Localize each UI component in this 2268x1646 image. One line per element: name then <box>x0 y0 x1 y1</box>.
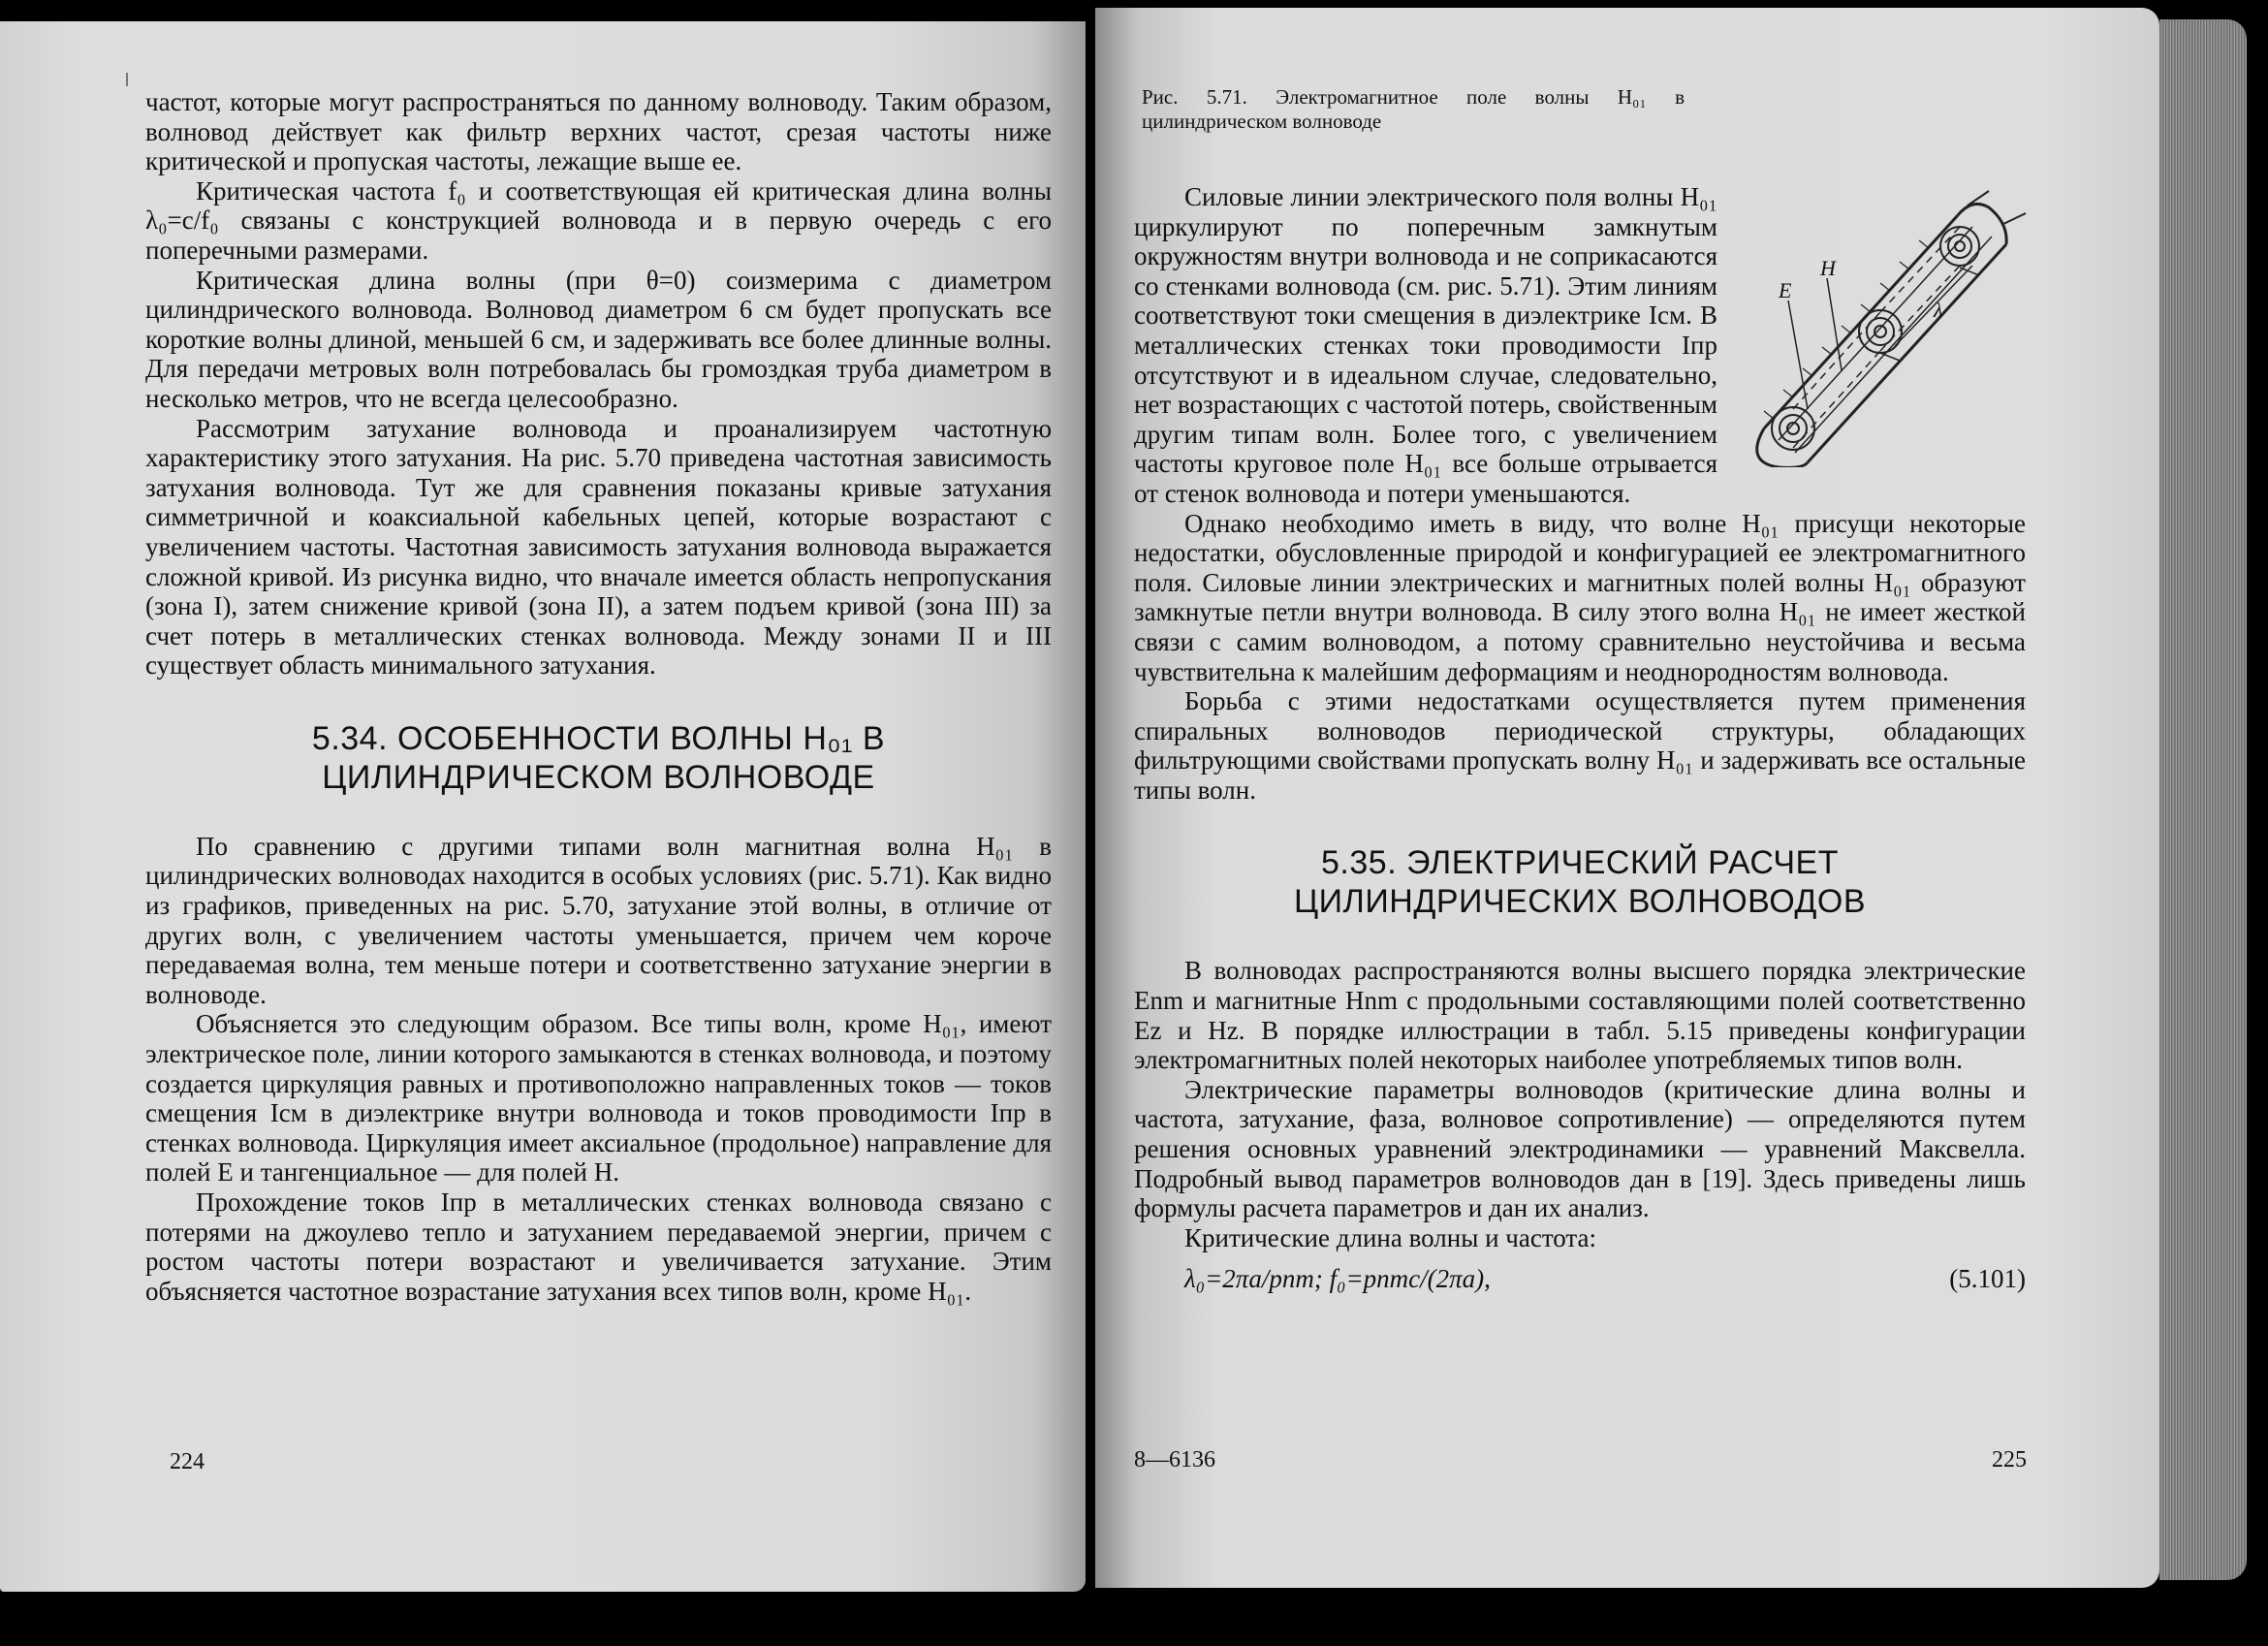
right-page-text <box>1134 182 2026 1294</box>
left-page-text <box>145 87 1052 1306</box>
paragraph: Прохождение токов Iпр в металлических стенках волновода связано с потерями на джоулево тепло и затуханием передаваемой энергии, причем с ростом частоты потери возрастают и увеличивается затухание. Этим объясняется частотное возрастание затухания всех типов волн, кроме H₀₁. <box>145 1187 1052 1306</box>
page-number: 225 <box>1992 1447 2027 1472</box>
figure-caption: Рис. 5.71. Электромагнитное поле волны H₀₁ в цилиндрическом волноводе <box>1142 85 1685 133</box>
paragraph: Борьба с этими недостатками осуществляется путем применения спиральных волноводов периодической структуры, обладающих фильтрующими свойствами пропускать волну H₀₁ и задерживать все остальные типы волн. <box>1134 686 2026 805</box>
heading-line: ЦИЛИНДРИЧЕСКОМ ВОЛНОВОДЕ <box>322 758 875 796</box>
figure-label-h: H <box>1820 256 1836 280</box>
paragraph: Однако необходимо иметь в виду, что волне H₀₁ присущи некоторые недостатки, обусловленные природой и конфигурацией ее электромагнитного поля. Силовые линии электрических и магнитных полей волны H₀₁ образуют замкнутые петли внутри волновода. В силу этого волна H₀₁ не имеет жесткой связи с самим волноводом, а потому сравнительно неустойчива и весьма чувствительна к малейшим деформациям и неоднородностям волновода. <box>1134 508 2026 686</box>
paragraph: Критические длина волны и частота: <box>1184 1222 1597 1252</box>
figure-label-e: E <box>1779 278 1792 302</box>
paragraph: Критическая частота f₀ и соответствующая ей критическая длина волны λ₀=c/f₀ связаны с конструкцией волновода и в первую очередь с его поперечными размерами. <box>145 175 1052 265</box>
section-heading-5-35 <box>1134 843 2026 921</box>
heading-line: 5.34. ОСОБЕННОСТИ ВОЛНЫ H₀₁ В <box>311 719 886 757</box>
formula-text: λ₀=2πa/pnm; f₀=pnmc/(2πa), <box>1184 1264 1491 1294</box>
figure-label-lambda: λ <box>1934 298 1943 322</box>
paragraph: Объясняется это следующим образом. Все типы волн, кроме H₀₁, имеют электрическое поле, линии которого замыкаются в стенках волновода, и поэтому создается циркуляция равных и противоположно направленных токов — токов смещения Iсм в диэлектрике внутри волновода и токов проводимости Iпр в стенках волновода. Циркуляция имеет аксиальное (продольное) направление для полей E и тангенциальное — для полей H. <box>145 1009 1052 1187</box>
page-number: 224 <box>170 1449 205 1474</box>
paragraph: частот, которые могут распространяться по данному волноводу. Таким образом, волновод действует как фильтр верхних частот, срезая частоты ниже критической и пропуская частоты, лежащие выше ее. <box>145 87 1052 176</box>
heading-line: 5.35. ЭЛЕКТРИЧЕСКИЙ РАСЧЕТ <box>1321 844 1839 882</box>
paragraph: В волноводах распространяются волны высшего порядка электрические Enm и магнитные Hnm с продольными составляющими полей соответственно Ez и Hz. В порядке иллюстрации в табл. 5.15 приведены конфигурации электромагнитных полей некоторых наиболее употребляемых типов волн. <box>1134 956 2026 1075</box>
section-heading-5-34 <box>145 719 1052 797</box>
paragraph: По сравнению с другими типами волн магнитная волна H₀₁ в цилиндрических волноводах находится в особых условиях (рис. 5.71). Как видно из графиков, приведенных на рис. 5.70, затухание этой волны, в отличие от других волн, с увеличением частоты уменьшается, причем чем короче передаваемая волна, тем меньше потери и соответственно затухание энергии в волноводе. <box>145 831 1052 1009</box>
waveguide-figure <box>1735 186 2035 467</box>
formula-number: (5.101) <box>1949 1264 2026 1294</box>
formula-5-101 <box>1134 1264 2026 1294</box>
paragraph: Силовые линии электрического поля волны H₀₁ циркулируют по поперечным замкнутым окружностям внутри волновода и не соприкасаются со стенками волновода (см. рис. 5.71). Этим линиям соответствуют токи смещения в диэлектрике Iсм. В металлических стенках токи проводимости Iпр отсутствуют и в идеальном случае, следовательно, нет возрастающих с частотой потерь, свойственным другим типам волн. Более того, с увеличением частоты круговое поле H₀₁ все больше отрывается от стенок волновода и потери уменьшаются. <box>1134 182 1717 508</box>
paragraph: Электрические параметры волноводов (критические длина волны и частота, затухание, фаза, волновое сопротивление) — определяются путем решения основных уравнений электродинамики — уравнений Максвелла. Подробный вывод параметров волноводов дан в [19]. Здесь приведены лишь формулы расчета параметров и дан их анализ. <box>1134 1074 2026 1223</box>
printer-signature-mark: 8—6136 <box>1134 1447 1215 1472</box>
paragraph: Рассмотрим затухание волновода и проанализируем частотную характеристику этого затухания. На рис. 5.70 приведена частотная зависимость затухания волновода. Тут же для сравнения показаны кривые затухания симметричной и коаксиальной кабельных цепей, которые возрастают с увеличением частоты. Частотная зависимость затухания волновода выражается сложной кривой. Из рисунка видно, что вначале имеется область непропускания (зона I), затем снижение кривой (зона II), а затем подъем кривой (зона III) за счет потерь в металлических стенках волновода. Между зонами II и III существует область минимального затухания. <box>145 413 1052 681</box>
book-page-edges <box>2159 19 2247 1580</box>
paragraph: Критическая длина волны (при θ=0) соизмерима с диаметром цилиндрического волновода. Волновод диаметром 6 см будет пропускать все короткие волны длиной, меньшей 6 см, и задерживать все более длинные волны. Для передачи метровых волн потребовалась бы громоздкая труба диаметром в несколько метров, что не всегда целесообразно. <box>145 265 1052 413</box>
heading-line: ЦИЛИНДРИЧЕСКИХ ВОЛНОВОДОВ <box>1293 883 1867 921</box>
margin-mark <box>126 73 128 86</box>
